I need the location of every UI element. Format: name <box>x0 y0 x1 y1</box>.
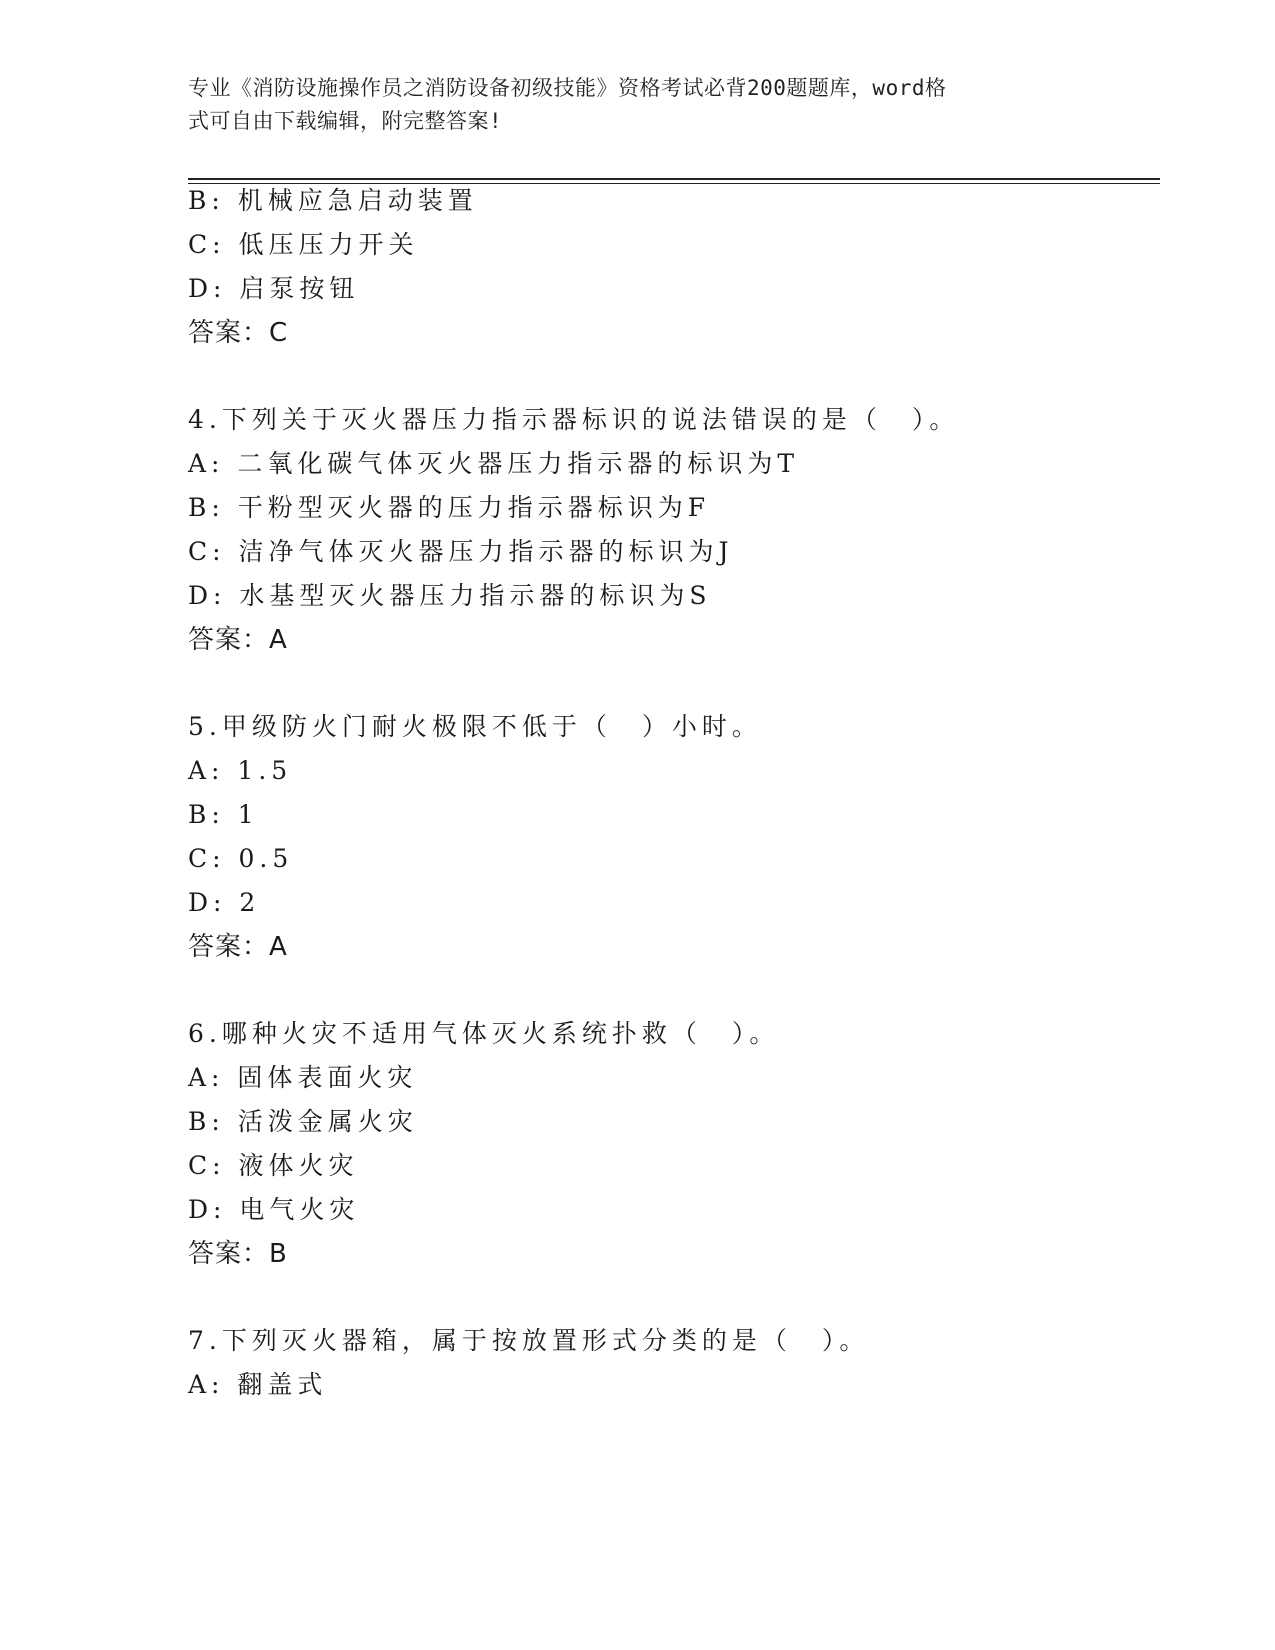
option-c: C: 洁净气体灭火器压力指示器的标识为J <box>188 537 734 566</box>
option-a: A: 翻盖式 <box>188 1370 328 1399</box>
option-d: D: 电气火灾 <box>188 1195 360 1224</box>
option-c: C: 液体火灾 <box>188 1151 359 1180</box>
answer-line: 答案：A <box>188 932 288 962</box>
option-d: D: 启泵按钮 <box>188 274 360 303</box>
header-divider-thick <box>188 178 1160 180</box>
option-b: B: 机械应急启动装置 <box>188 186 478 215</box>
question-stem: 4.下列关于灭火器压力指示器标识的说法错误的是（ ）。 <box>188 405 960 434</box>
option-d: D: 2 <box>188 888 261 917</box>
answer-line: 答案：A <box>188 625 288 655</box>
header-line-1: 专业《消防设施操作员之消防设备初级技能》资格考试必背200题题库，word格 <box>188 76 947 100</box>
option-d: D: 水基型灭火器压力指示器的标识为S <box>188 581 712 610</box>
header-divider-thin <box>188 183 1160 184</box>
question-stem: 6.哪种火灾不适用气体灭火系统扑救（ ）。 <box>188 1019 780 1048</box>
option-a: A: 二氧化碳气体灭火器压力指示器的标识为T <box>188 449 800 478</box>
answer-line: 答案：B <box>188 1239 288 1269</box>
question-stem: 7.下列灭火器箱，属于按放置形式分类的是（ ）。 <box>188 1326 870 1355</box>
option-c: C: 0.5 <box>188 844 294 873</box>
option-c: C: 低压压力开关 <box>188 230 419 259</box>
question-stem: 5.甲级防火门耐火极限不低于（ ）小时。 <box>188 712 762 741</box>
option-a: A: 固体表面火灾 <box>188 1063 418 1092</box>
option-b: B: 干粉型灭火器的压力指示器标识为F <box>188 493 711 522</box>
answer-line: 答案：C <box>188 318 289 348</box>
header-line-2: 式可自由下载编辑，附完整答案! <box>188 109 503 133</box>
document-header <box>188 72 1088 138</box>
option-b: B: 活泼金属火灾 <box>188 1107 418 1136</box>
option-b: B: 1 <box>188 800 259 829</box>
option-a: A: 1.5 <box>188 756 293 785</box>
